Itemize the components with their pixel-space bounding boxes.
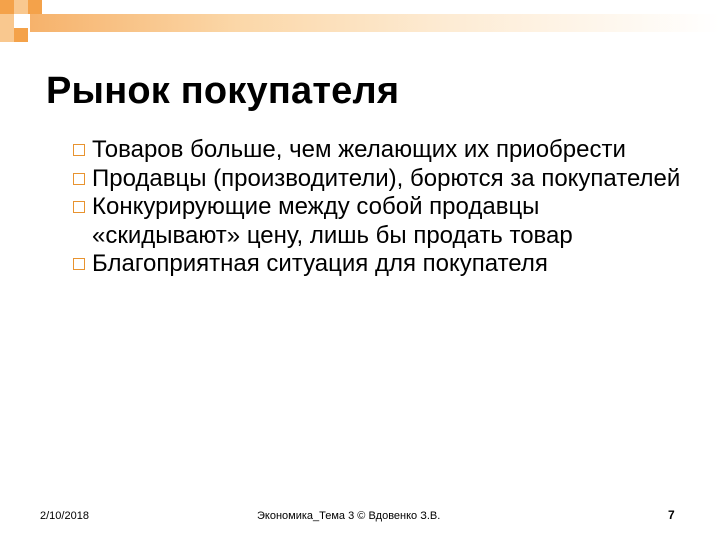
decor-square [14,0,28,14]
page-number: 7 [668,508,675,522]
hollow-square-icon [73,201,85,213]
decorative-header-band [0,0,720,50]
decor-square [0,14,14,28]
bullet-item [70,165,690,194]
bullet-text: Товаров больше, чем желающих их приобрести [92,136,626,163]
footer-date: 2/10/2018 [40,510,89,522]
bullet-list [70,136,690,279]
hollow-square-icon [73,258,85,270]
decor-square [28,0,42,14]
hollow-square-icon [73,144,85,156]
decor-square [14,14,28,28]
decor-square [0,28,14,42]
footer-author: Экономика_Тема 3 © Вдовенко З.В. [257,510,441,522]
bullet-item [70,193,690,250]
header-gradient-bar [30,14,720,32]
slide-title: Рынок покупателя [46,70,400,112]
bullet-item [70,250,690,279]
hollow-square-icon [73,173,85,185]
bullet-text: Продавцы (производители), борются за покупателей [92,164,681,192]
decor-square [14,28,28,42]
bullet-text: Конкурирующие между собой продавцы «скидывают» цену, лишь бы продать товар [92,193,573,249]
decor-square [0,0,14,14]
bullet-item [70,136,690,165]
bullet-text: Благоприятная ситуация для покупателя [92,250,548,277]
